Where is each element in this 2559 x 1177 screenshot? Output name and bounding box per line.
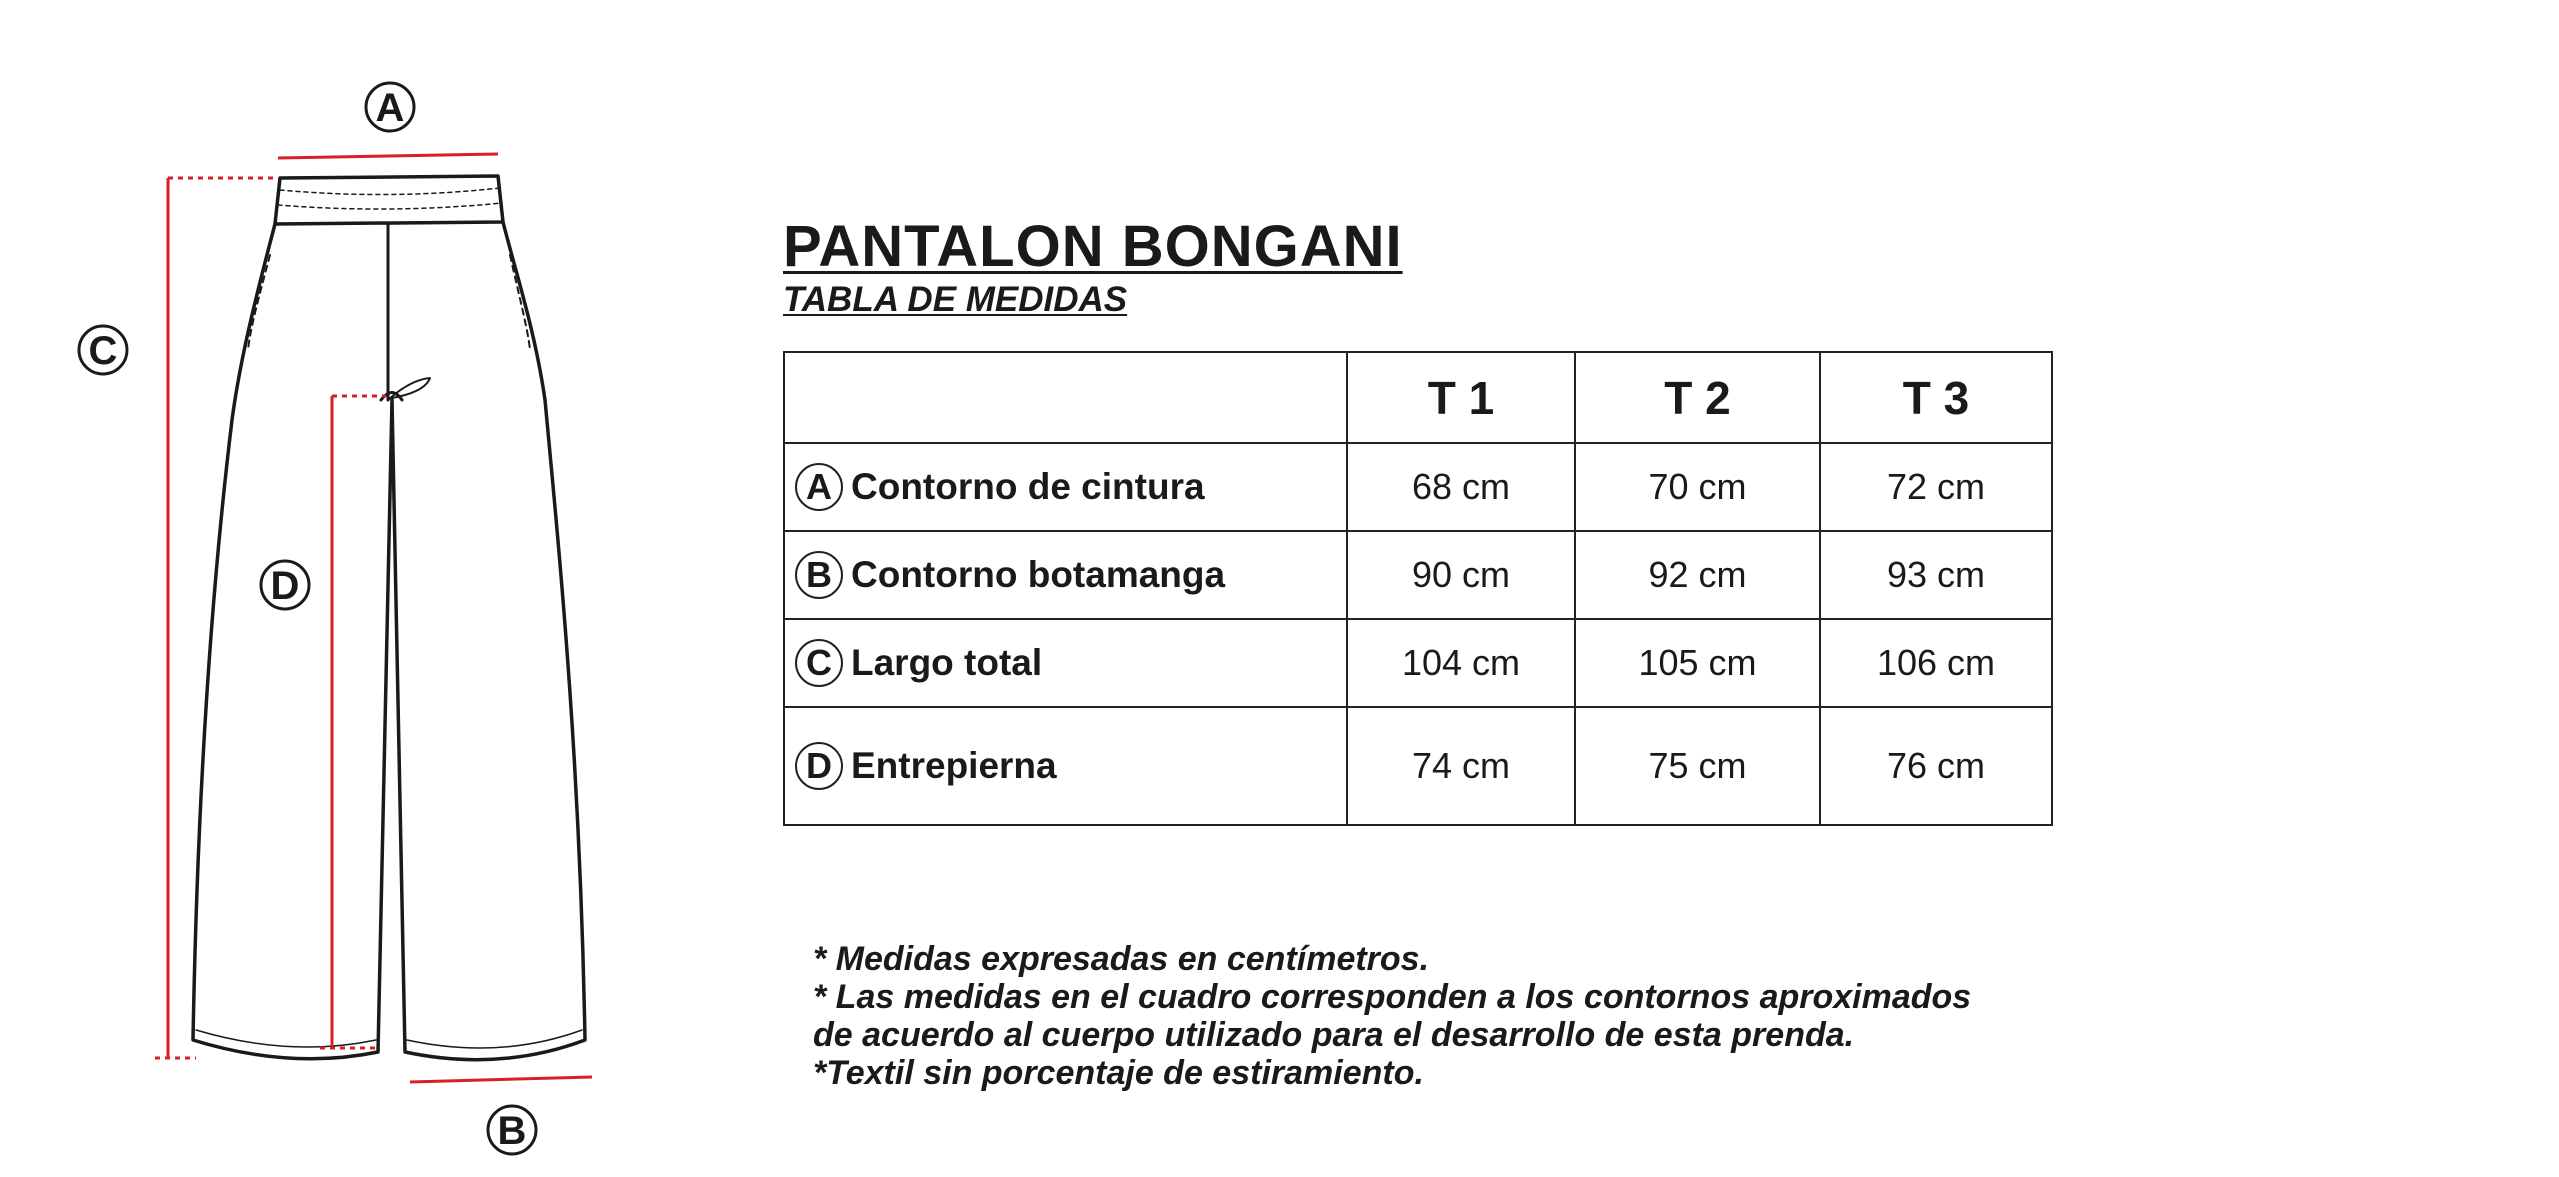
table-cell: 72 cm [1820, 443, 2052, 531]
row-label [784, 707, 1347, 825]
row-name: Contorno botamanga [851, 554, 1226, 595]
page-title: PANTALON BONGANI [783, 214, 1403, 279]
table-cell: 105 cm [1575, 619, 1820, 707]
table-cell: 75 cm [1575, 707, 1820, 825]
row-key-badge: C [795, 639, 843, 687]
page-subtitle: TABLA DE MEDIDAS [783, 280, 1128, 319]
table-cell: 92 cm [1575, 531, 1820, 619]
size-table [783, 351, 2053, 826]
table-row [784, 619, 2052, 707]
wide-leg-pants-icon [193, 176, 585, 1060]
row-name: Entrepierna [851, 745, 1057, 786]
pants-measurement-diagram [0, 0, 640, 1177]
notes [813, 940, 2013, 1092]
table-cell: 74 cm [1347, 707, 1575, 825]
table-cell: 76 cm [1820, 707, 2052, 825]
row-name: Contorno de cintura [851, 466, 1205, 507]
table-cell: 93 cm [1820, 531, 2052, 619]
table-cell: 70 cm [1575, 443, 1820, 531]
table-header-row [784, 352, 2052, 443]
row-label [784, 619, 1347, 707]
measure-line-b [410, 1077, 592, 1082]
row-label [784, 531, 1347, 619]
table-row [784, 707, 2052, 825]
table-header-size: T 3 [1820, 352, 2052, 443]
row-key-badge: D [795, 742, 843, 790]
note-line: *Textil sin porcentaje de estiramiento. [813, 1054, 1424, 1092]
table-cell: 104 cm [1347, 619, 1575, 707]
table-row [784, 531, 2052, 619]
row-key-badge: B [795, 551, 843, 599]
measure-labels [79, 83, 536, 1154]
label-b: B [497, 1109, 527, 1153]
table-row [784, 443, 2052, 531]
row-name: Largo total [851, 642, 1043, 683]
measure-lines [155, 154, 592, 1082]
table-header-size: T 2 [1575, 352, 1820, 443]
table-cell: 68 cm [1347, 443, 1575, 531]
label-c: C [88, 329, 118, 373]
row-key-badge: A [795, 463, 843, 511]
table-cell: 106 cm [1820, 619, 2052, 707]
table-header-size: T 1 [1347, 352, 1575, 443]
row-label [784, 443, 1347, 531]
table-cell: 90 cm [1347, 531, 1575, 619]
note-line: * Las medidas en el cuadro corresponden a los contornos aproximados de acuerdo al cuerpo utilizado para el desarrollo de esta prenda. [813, 978, 1972, 1054]
label-a: A [375, 86, 405, 130]
measure-line-a [278, 154, 498, 158]
title-block [783, 214, 1403, 319]
note-line: * Medidas expresadas en centímetros. [813, 940, 1430, 978]
label-d: D [270, 564, 300, 608]
table-header-empty [784, 352, 1347, 443]
